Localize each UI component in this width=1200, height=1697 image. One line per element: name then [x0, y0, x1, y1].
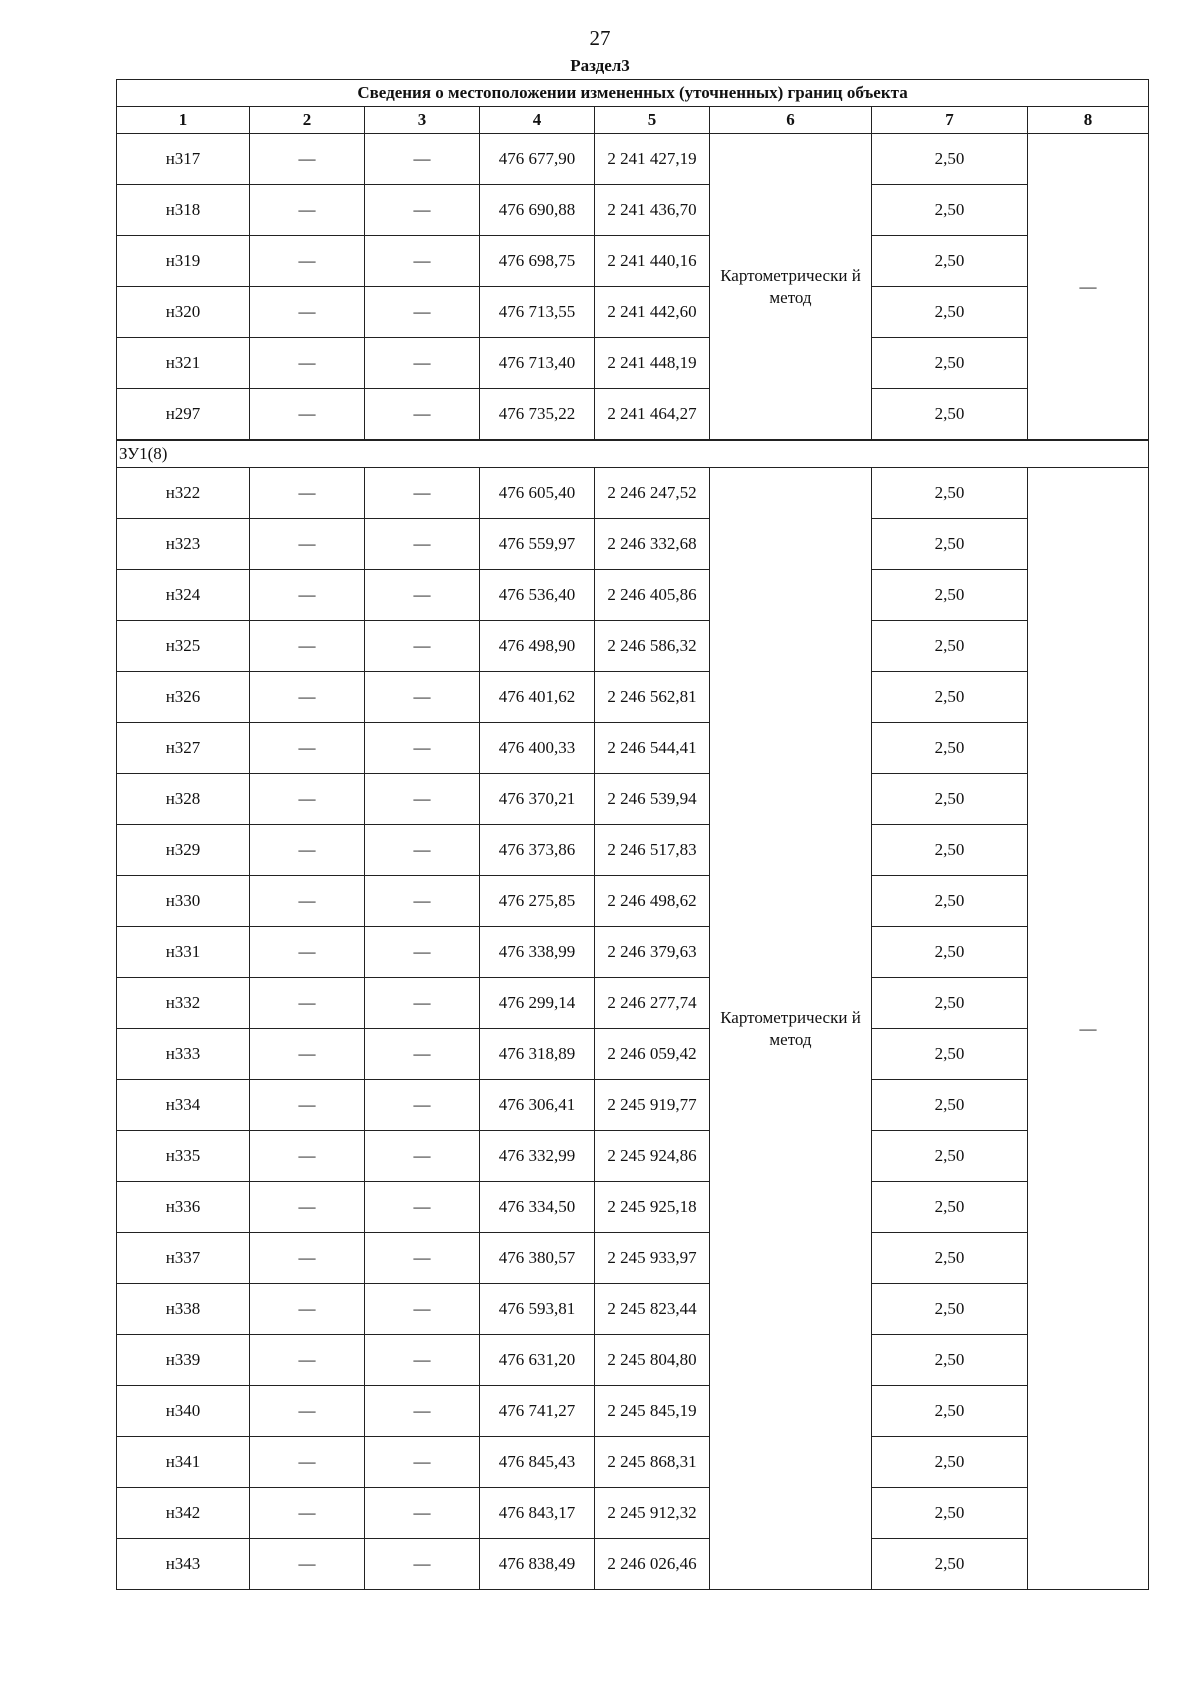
table-row — [117, 1284, 1149, 1335]
accuracy-cell: 2,50 — [872, 672, 1028, 723]
y-coordinate-cell: 2 245 868,31 — [595, 1437, 710, 1488]
column-header: 7 — [872, 107, 1028, 134]
accuracy-cell: 2,50 — [872, 876, 1028, 927]
dash-cell: — — [365, 774, 480, 825]
accuracy-cell: 2,50 — [872, 978, 1028, 1029]
dash-cell: — — [250, 1284, 365, 1335]
table-row — [117, 1539, 1149, 1590]
dash-cell: — — [250, 774, 365, 825]
table-row — [117, 723, 1149, 774]
dash-cell: — — [250, 825, 365, 876]
y-coordinate-cell: 2 246 059,42 — [595, 1029, 710, 1080]
point-number-cell: н343 — [117, 1539, 250, 1590]
x-coordinate-cell: 476 370,21 — [480, 774, 595, 825]
y-coordinate-cell: 2 246 277,74 — [595, 978, 710, 1029]
dash-cell: — — [250, 927, 365, 978]
dash-cell: — — [365, 1335, 480, 1386]
dash-cell: — — [250, 287, 365, 338]
column-header: 2 — [250, 107, 365, 134]
x-coordinate-cell: 476 690,88 — [480, 185, 595, 236]
dash-cell: — — [250, 621, 365, 672]
point-number-cell: н337 — [117, 1233, 250, 1284]
accuracy-cell: 2,50 — [872, 468, 1028, 519]
boundary-coordinates-table — [116, 79, 1149, 1590]
y-coordinate-cell: 2 246 247,52 — [595, 468, 710, 519]
dash-cell: — — [365, 723, 480, 774]
point-number-cell: н325 — [117, 621, 250, 672]
accuracy-cell: 2,50 — [872, 1335, 1028, 1386]
y-coordinate-cell: 2 246 586,32 — [595, 621, 710, 672]
dash-cell: — — [250, 1182, 365, 1233]
dash-cell: — — [250, 468, 365, 519]
y-coordinate-cell: 2 245 925,18 — [595, 1182, 710, 1233]
table-row — [117, 1029, 1149, 1080]
point-number-cell: н334 — [117, 1080, 250, 1131]
accuracy-cell: 2,50 — [872, 1488, 1028, 1539]
dash-cell: — — [250, 1437, 365, 1488]
dash-cell: — — [365, 338, 480, 389]
y-coordinate-cell: 2 245 845,19 — [595, 1386, 710, 1437]
y-coordinate-cell: 2 245 804,80 — [595, 1335, 710, 1386]
y-coordinate-cell: 2 246 379,63 — [595, 927, 710, 978]
x-coordinate-cell: 476 338,99 — [480, 927, 595, 978]
accuracy-cell: 2,50 — [872, 389, 1028, 441]
dash-cell: — — [1028, 134, 1149, 441]
accuracy-cell: 2,50 — [872, 1029, 1028, 1080]
dash-cell: — — [250, 723, 365, 774]
dash-cell: — — [250, 1233, 365, 1284]
accuracy-cell: 2,50 — [872, 1386, 1028, 1437]
dash-cell: — — [365, 1386, 480, 1437]
y-coordinate-cell: 2 241 442,60 — [595, 287, 710, 338]
column-header: 5 — [595, 107, 710, 134]
x-coordinate-cell: 476 299,14 — [480, 978, 595, 1029]
table-row — [117, 774, 1149, 825]
x-coordinate-cell: 476 845,43 — [480, 1437, 595, 1488]
dash-cell: — — [250, 185, 365, 236]
column-header-row — [117, 107, 1149, 134]
table-row — [117, 1233, 1149, 1284]
y-coordinate-cell: 2 245 924,86 — [595, 1131, 710, 1182]
point-number-cell: н332 — [117, 978, 250, 1029]
table-title: Сведения о местоположении измененных (уточненных) границ объекта — [117, 80, 1149, 107]
group-label: ЗУ1(8) — [117, 440, 1149, 468]
point-number-cell: н336 — [117, 1182, 250, 1233]
dash-cell: — — [250, 519, 365, 570]
method-cell: Картометрически й метод — [710, 134, 872, 441]
column-header: 1 — [117, 107, 250, 134]
table-row — [117, 570, 1149, 621]
point-number-cell: н328 — [117, 774, 250, 825]
dash-cell: — — [365, 287, 480, 338]
dash-cell: — — [365, 468, 480, 519]
x-coordinate-cell: 476 380,57 — [480, 1233, 595, 1284]
column-header: 6 — [710, 107, 872, 134]
dash-cell: — — [250, 389, 365, 441]
x-coordinate-cell: 476 631,20 — [480, 1335, 595, 1386]
dash-cell: — — [365, 1539, 480, 1590]
x-coordinate-cell: 476 605,40 — [480, 468, 595, 519]
point-number-cell: н326 — [117, 672, 250, 723]
x-coordinate-cell: 476 318,89 — [480, 1029, 595, 1080]
x-coordinate-cell: 476 741,27 — [480, 1386, 595, 1437]
dash-cell: — — [365, 978, 480, 1029]
accuracy-cell: 2,50 — [872, 287, 1028, 338]
accuracy-cell: 2,50 — [872, 1284, 1028, 1335]
x-coordinate-cell: 476 698,75 — [480, 236, 595, 287]
point-number-cell: н339 — [117, 1335, 250, 1386]
point-number-cell: н329 — [117, 825, 250, 876]
dash-cell: — — [250, 338, 365, 389]
x-coordinate-cell: 476 735,22 — [480, 389, 595, 441]
table-row — [117, 876, 1149, 927]
dash-cell: — — [365, 1437, 480, 1488]
dash-cell: — — [365, 1284, 480, 1335]
x-coordinate-cell: 476 559,97 — [480, 519, 595, 570]
x-coordinate-cell: 476 332,99 — [480, 1131, 595, 1182]
point-number-cell: н335 — [117, 1131, 250, 1182]
y-coordinate-cell: 2 246 562,81 — [595, 672, 710, 723]
dash-cell: — — [365, 570, 480, 621]
dash-cell: — — [365, 1182, 480, 1233]
point-number-cell: н341 — [117, 1437, 250, 1488]
accuracy-cell: 2,50 — [872, 621, 1028, 672]
y-coordinate-cell: 2 245 823,44 — [595, 1284, 710, 1335]
y-coordinate-cell: 2 246 498,62 — [595, 876, 710, 927]
accuracy-cell: 2,50 — [872, 1437, 1028, 1488]
point-number-cell: н338 — [117, 1284, 250, 1335]
x-coordinate-cell: 476 498,90 — [480, 621, 595, 672]
accuracy-cell: 2,50 — [872, 338, 1028, 389]
y-coordinate-cell: 2 241 440,16 — [595, 236, 710, 287]
point-number-cell: н322 — [117, 468, 250, 519]
column-header: 8 — [1028, 107, 1149, 134]
point-number-cell: н333 — [117, 1029, 250, 1080]
column-header: 4 — [480, 107, 595, 134]
x-coordinate-cell: 476 401,62 — [480, 672, 595, 723]
accuracy-cell: 2,50 — [872, 570, 1028, 621]
y-coordinate-cell: 2 246 544,41 — [595, 723, 710, 774]
dash-cell: — — [365, 672, 480, 723]
column-header: 3 — [365, 107, 480, 134]
accuracy-cell: 2,50 — [872, 774, 1028, 825]
table-row — [117, 1182, 1149, 1233]
dash-cell: — — [250, 1386, 365, 1437]
point-number-cell: н324 — [117, 570, 250, 621]
table-row — [117, 1488, 1149, 1539]
dash-cell: — — [365, 825, 480, 876]
table-row — [117, 338, 1149, 389]
accuracy-cell: 2,50 — [872, 1539, 1028, 1590]
accuracy-cell: 2,50 — [872, 1080, 1028, 1131]
y-coordinate-cell: 2 241 436,70 — [595, 185, 710, 236]
point-number-cell: н297 — [117, 389, 250, 441]
y-coordinate-cell: 2 241 464,27 — [595, 389, 710, 441]
point-number-cell: н330 — [117, 876, 250, 927]
y-coordinate-cell: 2 246 405,86 — [595, 570, 710, 621]
dash-cell: — — [365, 1080, 480, 1131]
accuracy-cell: 2,50 — [872, 236, 1028, 287]
point-number-cell: н321 — [117, 338, 250, 389]
dash-cell: — — [250, 1131, 365, 1182]
section-title: Раздел3 — [570, 56, 630, 75]
x-coordinate-cell: 476 838,49 — [480, 1539, 595, 1590]
point-number-cell: н317 — [117, 134, 250, 185]
table-row — [117, 621, 1149, 672]
table-row — [117, 927, 1149, 978]
dash-cell: — — [250, 1335, 365, 1386]
dash-cell: — — [250, 1029, 365, 1080]
x-coordinate-cell: 476 713,40 — [480, 338, 595, 389]
dash-cell: — — [365, 621, 480, 672]
point-number-cell: н318 — [117, 185, 250, 236]
point-number-cell: н342 — [117, 1488, 250, 1539]
x-coordinate-cell: 476 713,55 — [480, 287, 595, 338]
dash-cell: — — [250, 1080, 365, 1131]
point-number-cell: н319 — [117, 236, 250, 287]
table-row — [117, 185, 1149, 236]
x-coordinate-cell: 476 275,85 — [480, 876, 595, 927]
dash-cell: — — [1028, 468, 1149, 1590]
group-row — [117, 440, 1149, 468]
dash-cell: — — [365, 1233, 480, 1284]
dash-cell: — — [365, 134, 480, 185]
accuracy-cell: 2,50 — [872, 519, 1028, 570]
point-number-cell: н323 — [117, 519, 250, 570]
point-number-cell: н331 — [117, 927, 250, 978]
y-coordinate-cell: 2 245 919,77 — [595, 1080, 710, 1131]
accuracy-cell: 2,50 — [872, 1233, 1028, 1284]
y-coordinate-cell: 2 246 332,68 — [595, 519, 710, 570]
x-coordinate-cell: 476 373,86 — [480, 825, 595, 876]
y-coordinate-cell: 2 241 448,19 — [595, 338, 710, 389]
x-coordinate-cell: 476 843,17 — [480, 1488, 595, 1539]
dash-cell: — — [365, 1131, 480, 1182]
dash-cell: — — [365, 236, 480, 287]
y-coordinate-cell: 2 246 517,83 — [595, 825, 710, 876]
accuracy-cell: 2,50 — [872, 1182, 1028, 1233]
table-row — [117, 1335, 1149, 1386]
x-coordinate-cell: 476 400,33 — [480, 723, 595, 774]
dash-cell: — — [365, 519, 480, 570]
x-coordinate-cell: 476 536,40 — [480, 570, 595, 621]
dash-cell: — — [250, 1539, 365, 1590]
accuracy-cell: 2,50 — [872, 1131, 1028, 1182]
dash-cell: — — [250, 672, 365, 723]
point-number-cell: н320 — [117, 287, 250, 338]
table-row — [117, 1437, 1149, 1488]
dash-cell: — — [250, 236, 365, 287]
x-coordinate-cell: 476 677,90 — [480, 134, 595, 185]
x-coordinate-cell: 476 334,50 — [480, 1182, 595, 1233]
y-coordinate-cell: 2 245 933,97 — [595, 1233, 710, 1284]
dash-cell: — — [365, 1029, 480, 1080]
y-coordinate-cell: 2 241 427,19 — [595, 134, 710, 185]
dash-cell: — — [365, 1488, 480, 1539]
table-row — [117, 1131, 1149, 1182]
table-row — [117, 519, 1149, 570]
table-row — [117, 134, 1149, 185]
dash-cell: — — [250, 134, 365, 185]
y-coordinate-cell: 2 246 539,94 — [595, 774, 710, 825]
dash-cell: — — [365, 389, 480, 441]
table-row — [117, 1386, 1149, 1437]
table-row — [117, 468, 1149, 519]
table-row — [117, 978, 1149, 1029]
dash-cell: — — [250, 876, 365, 927]
y-coordinate-cell: 2 246 026,46 — [595, 1539, 710, 1590]
accuracy-cell: 2,50 — [872, 185, 1028, 236]
dash-cell: — — [250, 978, 365, 1029]
dash-cell: — — [365, 185, 480, 236]
point-number-cell: н340 — [117, 1386, 250, 1437]
table-row — [117, 825, 1149, 876]
page-number: 27 — [589, 26, 611, 50]
point-number-cell: н327 — [117, 723, 250, 774]
accuracy-cell: 2,50 — [872, 927, 1028, 978]
x-coordinate-cell: 476 306,41 — [480, 1080, 595, 1131]
dash-cell: — — [365, 927, 480, 978]
x-coordinate-cell: 476 593,81 — [480, 1284, 595, 1335]
accuracy-cell: 2,50 — [872, 723, 1028, 774]
table-row — [117, 672, 1149, 723]
dash-cell: — — [250, 570, 365, 621]
table-row — [117, 389, 1149, 441]
table-row — [117, 236, 1149, 287]
table-row — [117, 1080, 1149, 1131]
table-row — [117, 287, 1149, 338]
dash-cell: — — [250, 1488, 365, 1539]
method-cell: Картометрически й метод — [710, 468, 872, 1590]
dash-cell: — — [365, 876, 480, 927]
y-coordinate-cell: 2 245 912,32 — [595, 1488, 710, 1539]
accuracy-cell: 2,50 — [872, 134, 1028, 185]
accuracy-cell: 2,50 — [872, 825, 1028, 876]
